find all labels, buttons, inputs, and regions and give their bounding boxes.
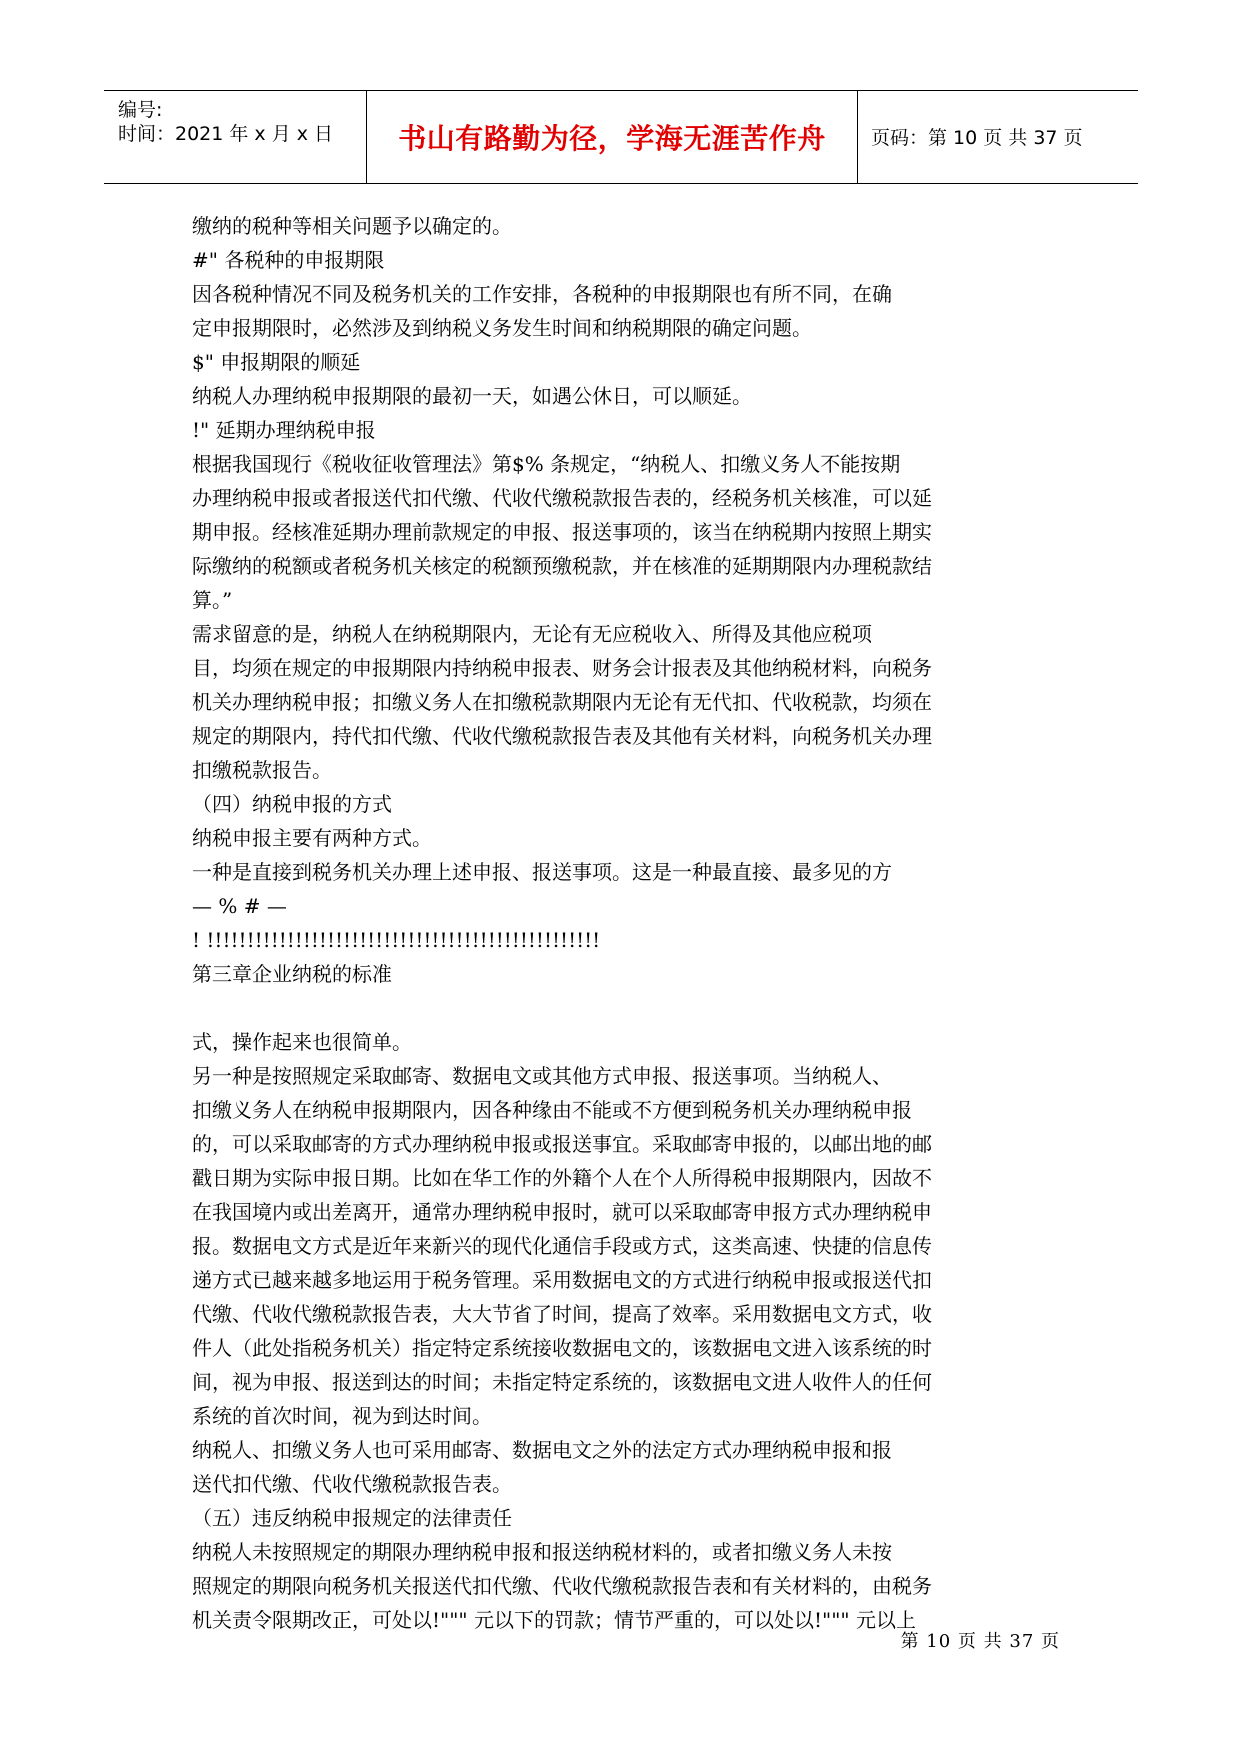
body-line: 定申报期限时，必然涉及到纳税义务发生时间和纳税期限的确定问题。	[192, 316, 812, 340]
body-line: 式，操作起来也很简单。	[192, 1030, 412, 1054]
body-line: 算。”	[192, 588, 233, 612]
body-line: 送代扣代缴、代收代缴税款报告表。	[192, 1472, 512, 1496]
body-line: 纳税人办理纳税申报期限的最初一天，如遇公休日，可以顺延。	[192, 384, 752, 408]
body-line: （五）违反纳税申报规定的法律责任	[192, 1506, 512, 1530]
body-line: 机关责令限期改正，可处以!""" 元以下的罚款；情节严重的，可以处以!""" 元以上	[192, 1608, 916, 1632]
body-line: 另一种是按照规定采取邮寄、数据电文或其他方式申报、报送事项。当纳税人、	[192, 1064, 892, 1088]
header-page-code: 页码：第 10 页 共 37 页	[871, 127, 1083, 149]
body-line: 纳税人、扣缴义务人也可采用邮寄、数据电文之外的法定方式办理纳税申报和报	[192, 1438, 892, 1462]
body-line: 缴纳的税种等相关问题予以确定的。	[192, 214, 512, 238]
body-line: 际缴纳的税额或者税务机关核定的税额预缴税款，并在核准的延期期限内办理税款结	[192, 554, 932, 578]
body-line: !" 延期办理纳税申报	[192, 418, 376, 442]
body-line: 在我国境内或出差离开，通常办理纳税申报时，就可以采取邮寄申报方式办理纳税申	[192, 1200, 932, 1224]
body-line: 目，均须在规定的申报期限内持纳税申报表、财务会计报表及其他纳税材料，向税务	[192, 656, 932, 680]
body-line: 第三章企业纳税的标准	[192, 962, 392, 986]
body-line: （四）纳税申报的方式	[192, 792, 392, 816]
body-line: 需求留意的是，纳税人在纳税期限内，无论有无应税收入、所得及其他应税项	[192, 622, 872, 646]
body-line: 递方式已越来越多地运用于税务管理。采用数据电文的方式进行纳税申报或报送代扣	[192, 1268, 932, 1292]
header-meta-cell	[104, 91, 366, 183]
body-line: 系统的首次时间，视为到达时间。	[192, 1404, 492, 1428]
body-line: 报。数据电文方式是近年来新兴的现代化通信手段或方式，这类高速、快捷的信息传	[192, 1234, 932, 1258]
body-line: 件人（此处指税务机关）指定特定系统接收数据电文的，该数据电文进入该系统的时	[192, 1336, 932, 1360]
body-line	[192, 991, 1012, 1025]
header-page-cell	[857, 91, 1138, 183]
body-line: 纳税申报主要有两种方式。	[192, 826, 432, 850]
body-line: 代缴、代收代缴税款报告表，大大节省了时间，提高了效率。采用数据电文方式，收	[192, 1302, 932, 1326]
body-line: 的，可以采取邮寄的方式办理纳税申报或报送事宜。采取邮寄申报的，以邮出地的邮	[192, 1132, 932, 1156]
body-line: 戳日期为实际申报日期。比如在华工作的外籍个人在个人所得税申报期限内，因故不	[192, 1166, 932, 1190]
body-line: 期申报。经核准延期办理前款规定的申报、报送事项的，该当在纳税期内按照上期实	[192, 520, 932, 544]
body-line: ! !!!!!!!!!!!!!!!!!!!!!!!!!!!!!!!!!!!!!!!!!!!!!!!!!	[192, 928, 601, 952]
page-footer: 第 10 页 共 37 页	[900, 1631, 1060, 1652]
body-line: 规定的期限内，持代扣代缴、代收代缴税款报告表及其他有关材料，向税务机关办理	[192, 724, 932, 748]
body-line: $" 申报期限的顺延	[192, 350, 361, 374]
body-line: 根据我国现行《税收征收管理法》第$% 条规定，“纳税人、扣缴义务人不能按期	[192, 452, 901, 476]
body-line: 扣缴税款报告。	[192, 758, 332, 782]
body-line: 扣缴义务人在纳税申报期限内，因各种缘由不能或不方便到税务机关办理纳税申报	[192, 1098, 912, 1122]
body-line: 因各税种情况不同及税务机关的工作安排，各税种的申报期限也有所不同，在确	[192, 282, 892, 306]
body-line: 照规定的期限向税务机关报送代扣代缴、代收代缴税款报告表和有关材料的，由税务	[192, 1574, 932, 1598]
body-line: 一种是直接到税务机关办理上述申报、报送事项。这是一种最直接、最多见的方	[192, 860, 892, 884]
body-line: 办理纳税申报或者报送代扣代缴、代收代缴税款报告表的，经税务机关核准，可以延	[192, 486, 932, 510]
document-body	[192, 209, 1012, 1637]
document-number-label: 编号:	[118, 99, 163, 121]
header-motto-cell	[366, 91, 858, 183]
body-line: 机关办理纳税申报；扣缴义务人在扣缴税款期限内无论有无代扣、代收税款，均须在	[192, 690, 932, 714]
body-line: 纳税人未按照规定的期限办理纳税申报和报送纳税材料的，或者扣缴义务人未按	[192, 1540, 892, 1564]
header-motto: 书山有路勤为径，学海无涯苦作舟	[398, 122, 826, 155]
body-line: 间，视为申报、报送到达的时间；未指定特定系统的，该数据电文进人收件人的任何	[192, 1370, 932, 1394]
body-line: #" 各税种的申报期限	[192, 248, 385, 272]
document-time-label: 时间：2021 年 x 月 x 日	[118, 123, 334, 145]
document-header	[104, 90, 1138, 184]
body-line: — % # —	[192, 894, 287, 918]
